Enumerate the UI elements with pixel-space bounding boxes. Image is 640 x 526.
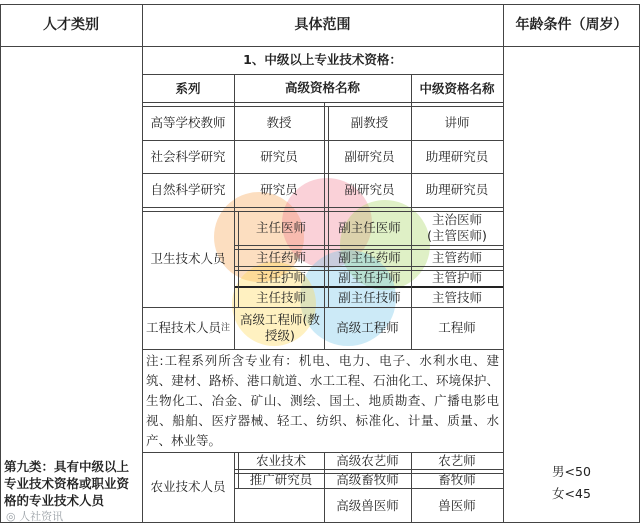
agriculture-col-b: 高级畜牧师 <box>336 471 399 487</box>
row-senior-b: 副研究员 <box>344 148 395 164</box>
watermark-text <box>6 508 63 524</box>
age-female: 女<45 <box>552 486 591 501</box>
agriculture-col-c: 农艺师 <box>438 452 476 468</box>
engineering-note: 注:工程系列所含专业有：机电、电力、电子、水利水电、建筑、建材、路桥、港口航道、水工工程、石油化工、环境保护、生物化工、冶金、矿山、测绘、国土、地质勘查、广播电影电视、船舶、医疗器械、轻工、纺织、标准化、计量、质量、水产、林业等。 <box>146 353 499 448</box>
agriculture-col-c: 畜牧师 <box>438 471 476 487</box>
row-senior-a: 研究员 <box>260 148 298 164</box>
health-senior-b: 副主任药师 <box>338 249 401 265</box>
row-series: 自然科学研究 <box>150 182 226 197</box>
row-senior-b: 副研究员 <box>344 182 395 197</box>
engineering-note-mark: 注 <box>221 323 231 333</box>
health-middle: 主治医师 (主管医师) <box>427 212 487 243</box>
agriculture-col-c: 兽医师 <box>438 498 476 513</box>
engineering-senior-a: 高级工程师(教授级) <box>240 312 320 343</box>
row-senior-a: 教授 <box>266 115 292 130</box>
engineering-series-label: 工程技术人员 <box>145 320 221 335</box>
row-middle: 讲师 <box>444 115 470 130</box>
watermark-label: 人社资讯 <box>19 510 64 523</box>
health-senior-a: 主任医师 <box>255 220 306 235</box>
agriculture-series: 农业技术人员 <box>150 479 226 494</box>
health-senior-a: 主任技师 <box>255 289 306 305</box>
header-category: 人才类别 <box>43 17 99 33</box>
agriculture-col-a: 农业技术 <box>255 452 306 468</box>
row-senior-a: 研究员 <box>260 182 298 197</box>
category-label: 第九类：具有中级以上专业技术资格或职业资格的专业技术人员 <box>4 459 130 508</box>
subheader-senior: 高级资格名称 <box>284 80 360 95</box>
health-middle: 主管技师 <box>431 289 482 305</box>
health-senior-b: 副主任技师 <box>338 289 401 305</box>
health-senior-a: 主任护师 <box>255 270 306 285</box>
health-middle: 主管药师 <box>431 249 482 265</box>
subheader-middle: 中级资格名称 <box>419 81 495 96</box>
row-middle: 助理研究员 <box>425 148 489 164</box>
engineering-senior-b: 高级工程师 <box>336 320 399 335</box>
age-male: 男<50 <box>552 464 591 479</box>
header-age: 年龄条件（周岁） <box>515 17 628 33</box>
subheader-series: 系列 <box>175 81 201 96</box>
engineering-middle: 工程师 <box>438 320 476 335</box>
health-middle: 主管护师 <box>431 270 482 285</box>
agriculture-col-b: 高级兽医师 <box>336 498 399 513</box>
agriculture-col-b: 高级农艺师 <box>336 452 399 468</box>
row-series: 社会科学研究 <box>150 148 226 164</box>
health-series: 卫生技术人员 <box>150 251 226 266</box>
section-title: 1、中级以上专业技术资格： <box>243 52 402 67</box>
row-middle: 助理研究员 <box>425 182 489 197</box>
health-senior-a: 主任药师 <box>255 249 306 265</box>
row-senior-b: 副教授 <box>350 115 389 130</box>
health-senior-b: 副主任医师 <box>338 220 401 235</box>
health-senior-b: 副主任护师 <box>338 270 401 285</box>
header-scope: 具体范围 <box>294 17 351 33</box>
row-series: 高等学校教师 <box>150 115 226 130</box>
wechat-icon: ◎ <box>6 510 20 523</box>
engineering-series <box>142 307 234 349</box>
agriculture-col-a: 推广研究员 <box>249 471 313 487</box>
